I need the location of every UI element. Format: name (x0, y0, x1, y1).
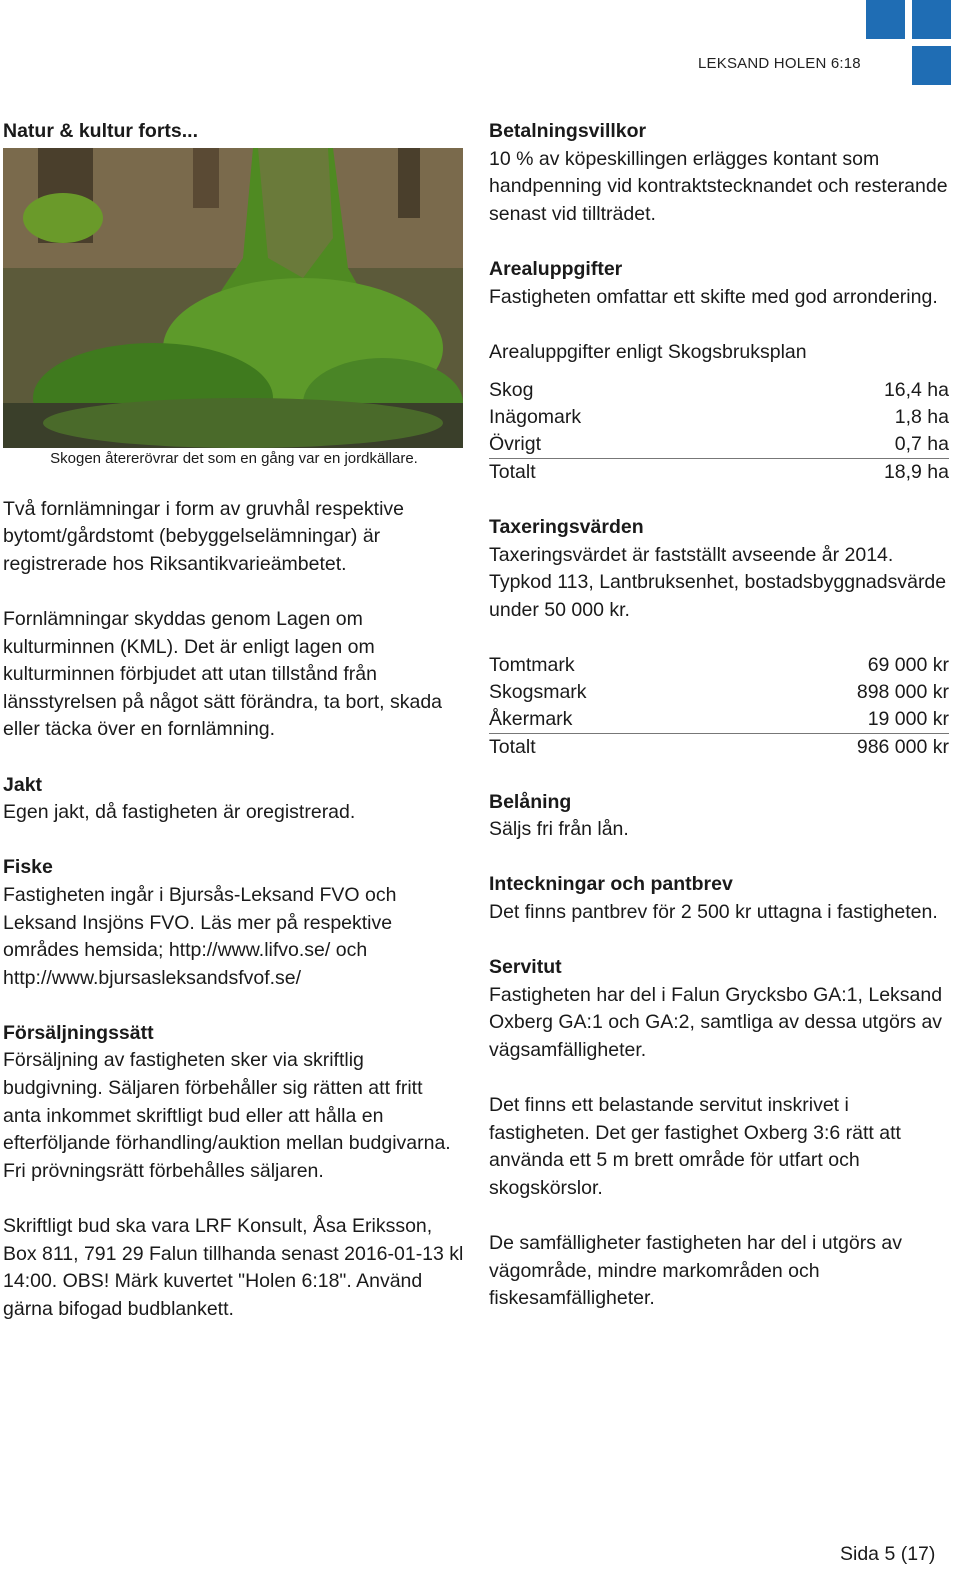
forsaljningssatt-heading: Försäljningssätt (3, 1021, 154, 1044)
left-column (3, 118, 465, 1323)
area-total-value: 18,9 ha (759, 459, 949, 487)
tax-value: 898 000 kr (856, 680, 949, 703)
tax-value: 19 000 kr (867, 707, 949, 730)
section-inteckningar (489, 871, 949, 926)
section-title-natur-kultur: Natur & kultur forts... (3, 120, 199, 142)
servitut-text-3: De samfälligheter fastigheten har del i utgörs av vägområde, mindre markområden och fiskesamfälligheter. (489, 1232, 902, 1310)
betalningsvillkor-heading: Betalningsvillkor (489, 120, 647, 142)
tax-total-value: 986 000 kr (726, 733, 949, 761)
area-value: 16,4 ha (883, 379, 949, 402)
belaning-text: Säljs fri från lån. (489, 818, 629, 841)
property-title: LEKSAND HOLEN 6:18 (698, 55, 861, 72)
tax-total-label: Totalt (489, 733, 726, 761)
servitut-text-1: Fastigheten har del i Falun Grycksbo GA:1, Leksand Oxberg GA:1 och GA:2, samtliga av dessa utgörs av vägsamfälligheter. (489, 983, 943, 1061)
table-total-row (489, 459, 949, 487)
section-forsaljningssatt (3, 1020, 465, 1186)
tax-label: Skogsmark (489, 680, 587, 703)
area-value: 1,8 ha (894, 406, 949, 429)
section-taxeringsvarden (489, 514, 949, 624)
tax-label: Tomtmark (489, 653, 575, 676)
area-table (489, 377, 949, 486)
section-servitut (489, 954, 949, 1064)
arealuppgifter-heading: Arealuppgifter (489, 257, 623, 280)
table-row (489, 652, 949, 679)
jakt-text: Egen jakt, då fastigheten är oregistrerad. (3, 801, 356, 824)
fiske-heading: Fiske (3, 856, 53, 879)
fornlamningar-paragraph-1: Två fornlämningar i form av gruvhål respektive bytomt/gårdstomt (bebyggelselämningar) är registrerade hos Riksantikvarieämbetet. (3, 497, 404, 575)
arealuppgifter-table-title: Arealuppgifter enligt Skogsbruksplan (489, 340, 807, 363)
moss-tree-illustration (3, 148, 463, 448)
betalningsvillkor-text: 10 % av köpeskillingen erlägges kontant som handpenning vid kontraktstecknandet och resterande senast vid tillträdet. (489, 147, 948, 225)
table-row (489, 404, 949, 431)
page-number: Sida 5 (17) (840, 1543, 936, 1565)
table-row (489, 377, 949, 404)
taxeringsvarden-heading: Taxeringsvärden (489, 515, 644, 538)
area-label: Inägomark (489, 406, 582, 429)
table-row (489, 706, 949, 734)
tax-value-table (489, 652, 949, 761)
section-betalningsvillkor (489, 118, 949, 228)
jakt-heading: Jakt (3, 773, 43, 796)
photo-caption: Skogen återerövrar det som en gång var en jordkällare. (50, 449, 418, 467)
forest-cellar-photo (3, 148, 463, 448)
inteckningar-text: Det finns pantbrev för 2 500 kr uttagna i fastigheten. (489, 900, 938, 923)
fornlamningar-paragraph-2: Fornlämningar skyddas genom Lagen om kulturminnen (KML). Det är enligt lagen om kulturminnen förbjudet att utan tillstånd från länsstyrelsen på något sätt förändra, ta bort, skada eller täcka över en fornlämning. (3, 607, 443, 741)
inteckningar-heading: Inteckningar och pantbrev (489, 873, 733, 896)
table-total-row (489, 733, 949, 761)
tax-label: Åkermark (489, 707, 573, 730)
area-label: Övrigt (489, 433, 542, 456)
section-jakt (3, 772, 465, 827)
servitut-text-2: Det finns ett belastande servitut inskrivet i fastigheten. Det ger fastighet Oxberg 3:6 rätt att använda ett 5 m brett område för utfart och skogskörslor. (489, 1094, 901, 1199)
fiske-text: Fastigheten ingår i Bjursås-Leksand FVO och Leksand Insjöns FVO. Läs mer på respektive områdes hemsida; http://www.lifvo.se/ och http://www.bjursasleksandsfvof.se/ (3, 883, 397, 989)
taxeringsvarden-text: Taxeringsvärdet är fastställt avseende år 2014. Typkod 113, Lantbruksenhet, bostadsbyggnadsvärde under 50 000 kr. (489, 543, 947, 621)
area-value: 0,7 ha (894, 433, 949, 456)
area-total-label: Totalt (489, 459, 759, 487)
tax-value: 69 000 kr (867, 653, 949, 676)
section-arealuppgifter (489, 256, 949, 311)
section-fiske (3, 854, 465, 992)
table-row (489, 431, 949, 459)
forsaljningssatt-text-1: Försäljning av fastigheten sker via skriftlig budgivning. Säljaren förbehåller sig rätten att fritt anta inkommet skriftligt bud eller att hålla en efterföljande förhandling/auktion mellan budgivarna. Fri prövningsrätt förbehålles säljaren. (3, 1049, 451, 1182)
area-label: Skog (489, 379, 534, 402)
arealuppgifter-text: Fastigheten omfattar ett skifte med god arrondering. (489, 285, 938, 308)
servitut-heading: Servitut (489, 956, 562, 979)
section-belaning (489, 789, 949, 844)
table-row (489, 679, 949, 706)
right-column (489, 118, 949, 1313)
belaning-heading: Belåning (489, 790, 572, 813)
forsaljningssatt-text-2: Skriftligt bud ska vara LRF Konsult, Åsa Eriksson, Box 811, 791 29 Falun tillhanda senast 2016-01-13 kl 14:00. OBS! Märk kuvertet "Holen 6:18". Använd gärna bifogad budblankett. (3, 1215, 464, 1320)
